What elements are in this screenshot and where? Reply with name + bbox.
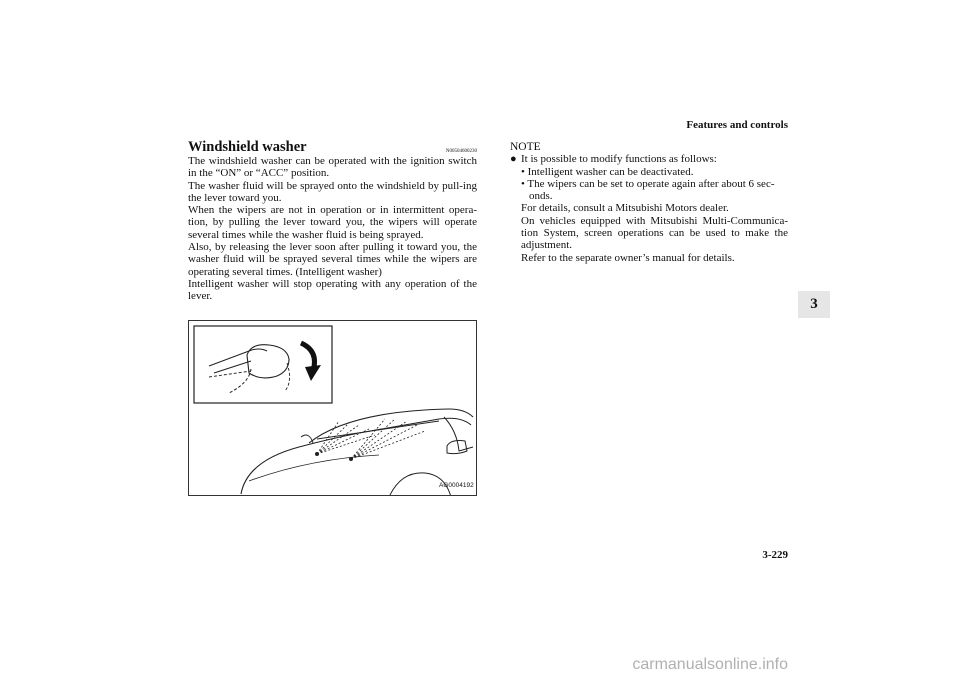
lever-upper-line xyxy=(209,349,267,366)
left-column xyxy=(188,139,477,303)
illustration-drawing xyxy=(189,321,477,496)
pull-arrow-head xyxy=(305,365,321,381)
inset-frame xyxy=(194,326,332,403)
paragraph-wipers-operate: When the wipers are not in operation or in intermittent opera-tion, by pulling the lever toward you, the wipers will operate several times while the washer fluid is being sprayed. xyxy=(188,204,477,241)
side-mirror xyxy=(447,441,467,454)
windshield-washer-illustration xyxy=(188,320,477,496)
paragraph-ignition: The windshield washer can be operated with the ignition switch in the “ON” or “ACC” position. xyxy=(188,155,477,180)
bullet-icon: ● xyxy=(510,153,517,166)
note-body xyxy=(521,153,788,264)
note-refer: Refer to the separate owner’s manual for details. xyxy=(521,251,735,264)
note-item-continuation: onds. xyxy=(529,190,553,203)
chapter-tab: 3 xyxy=(798,291,830,318)
note-intro: It is possible to modify functions as follows: xyxy=(521,153,717,166)
note-item-wipers-again: • The wipers can be set to operate again after about 6 sec- xyxy=(521,177,775,190)
note-label: NOTE xyxy=(510,141,541,153)
paragraph-pull-lever: The washer fluid will be sprayed onto the windshield by pull-ing the lever toward you. xyxy=(188,179,477,204)
lever-lower-line xyxy=(214,361,251,373)
running-header: Features and controls xyxy=(686,119,788,131)
paragraph-stop-operating: Intelligent washer will stop operating with any operation of the lever. xyxy=(188,277,477,303)
note-mmcs: On vehicles equipped with Mitsubishi Multi-Communica-tion System, screen operations can be used to make the adjustment. xyxy=(521,214,788,252)
a-pillar xyxy=(444,417,473,451)
section-code: N00504600230 xyxy=(445,149,477,154)
section-title-row xyxy=(188,139,477,155)
watermark-text: carmanualsonline.info xyxy=(632,656,788,673)
paragraph-intelligent-washer: Also, by releasing the lever soon after pulling it toward you, the washer fluid will be sprayed several times while the wipers are operating several times. (Intelligent washer) xyxy=(188,241,477,278)
figure-code: AG0004192 xyxy=(439,482,474,489)
note-column xyxy=(510,141,788,264)
lever-dashed-outline xyxy=(209,371,251,377)
note-item-deactivate: • Intelligent washer can be deactivated. xyxy=(521,165,694,178)
page-number: 3-229 xyxy=(762,549,788,561)
note-details: For details, consult a Mitsubishi Motors dealer. xyxy=(521,202,729,215)
section-title: Windshield washer xyxy=(188,139,307,155)
note-bullet-row xyxy=(510,153,788,264)
footer-watermark xyxy=(0,652,960,678)
